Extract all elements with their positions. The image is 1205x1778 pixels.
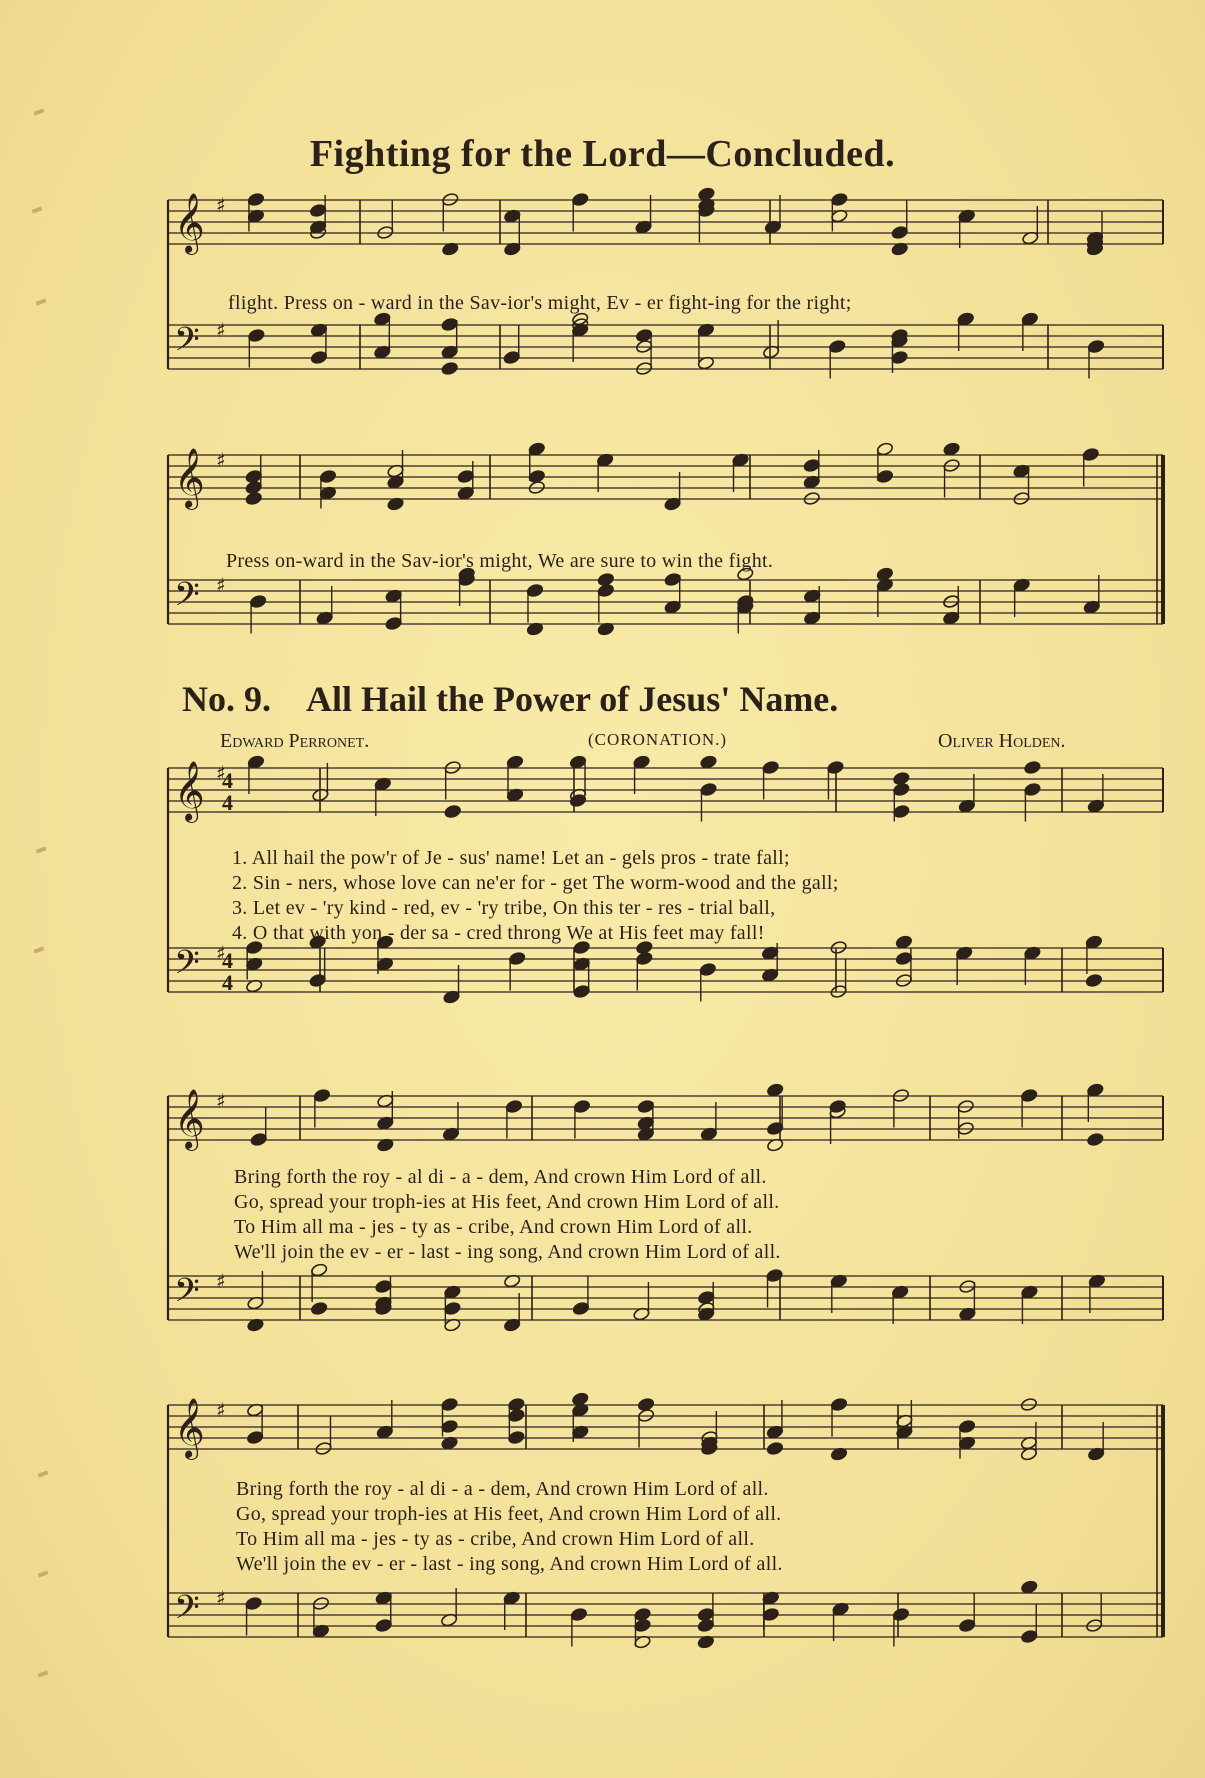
note-head bbox=[245, 469, 263, 484]
note-head bbox=[943, 442, 961, 457]
note-head bbox=[385, 616, 403, 631]
note-head bbox=[766, 1121, 784, 1136]
note-head bbox=[1020, 1629, 1038, 1644]
note-head bbox=[830, 1397, 848, 1412]
note-head bbox=[1087, 1083, 1105, 1098]
treble-clef-icon: 𝄞 bbox=[174, 193, 205, 253]
note-head bbox=[505, 1099, 523, 1114]
note-head bbox=[958, 1618, 976, 1633]
treble-clef-icon: 𝄞 bbox=[174, 448, 205, 508]
note-head bbox=[876, 442, 894, 457]
system2-lyrics: Press on-ward in the Sav-ior's might, We are sure to win the fight. bbox=[226, 550, 774, 572]
note-head bbox=[245, 1596, 263, 1611]
sharp-icon: ♯ bbox=[216, 941, 226, 965]
note-head bbox=[310, 1263, 328, 1278]
note-head bbox=[1024, 782, 1042, 797]
sharp-icon: ♯ bbox=[216, 193, 226, 217]
refrain-line: To Him all ma - jes - ty as - cribe, And crown Him Lord of all. bbox=[234, 1216, 753, 1238]
treble-clef-icon: 𝄞 bbox=[174, 1089, 205, 1149]
note-head bbox=[571, 192, 589, 207]
note-head bbox=[1020, 1088, 1038, 1103]
note-head bbox=[892, 1607, 910, 1622]
note-head bbox=[891, 350, 909, 365]
note-head bbox=[895, 935, 913, 950]
note-head bbox=[633, 755, 651, 770]
note-head bbox=[803, 458, 821, 473]
note-head bbox=[508, 1430, 526, 1445]
note-head bbox=[248, 328, 266, 343]
note-head bbox=[1021, 312, 1039, 327]
note-head bbox=[508, 951, 526, 966]
note-head bbox=[700, 755, 718, 770]
sharp-icon: ♯ bbox=[216, 318, 226, 342]
refrain-line: Go, spread your troph-ies at His feet, And crown Him Lord of all. bbox=[234, 1191, 780, 1213]
treble-clef-icon: 𝄞 bbox=[174, 761, 205, 821]
note-head bbox=[831, 192, 849, 207]
note-head bbox=[503, 350, 521, 365]
note-head bbox=[441, 1419, 459, 1434]
refrain-line: To Him all ma - jes - ty as - cribe, And crown Him Lord of all. bbox=[236, 1528, 755, 1550]
note-head bbox=[249, 594, 267, 609]
note-head bbox=[1024, 760, 1042, 775]
note-head bbox=[876, 567, 894, 582]
continued-title: Fighting for the Lord—Concluded. bbox=[309, 133, 896, 175]
note-head bbox=[441, 317, 459, 332]
note-head bbox=[1087, 339, 1105, 354]
verse-line: 1. All hail the pow'r of Je - sus' name! Let an - gels pros - trate fall; bbox=[232, 847, 790, 869]
note-head bbox=[441, 361, 459, 376]
sharp-icon: ♯ bbox=[216, 1398, 226, 1422]
time-signature: 4 bbox=[222, 790, 233, 815]
sharp-icon: ♯ bbox=[216, 573, 226, 597]
bass-clef-icon: 𝄢 bbox=[174, 944, 200, 990]
note-head bbox=[444, 804, 462, 819]
note-head bbox=[1082, 447, 1100, 462]
verse-line: 3. Let ev - 'ry kind - red, ev - 'ry tribe, On this ter - res - trial ball, bbox=[232, 897, 776, 919]
note-head bbox=[569, 755, 587, 770]
note-head bbox=[1087, 1132, 1105, 1147]
hymn-number: No. 9. bbox=[182, 679, 271, 719]
note-head bbox=[1085, 973, 1103, 988]
note-head bbox=[310, 1301, 328, 1316]
sharp-icon: ♯ bbox=[216, 1089, 226, 1113]
hymn-tune: (CORONATION.) bbox=[588, 730, 728, 749]
refrain-line: Bring forth the roy - al di - a - dem, And crown Him Lord of all. bbox=[236, 1478, 769, 1500]
note-head bbox=[572, 1392, 590, 1407]
note-head bbox=[457, 469, 475, 484]
note-head bbox=[570, 1607, 588, 1622]
note-head bbox=[247, 192, 265, 207]
time-signature: 4 bbox=[222, 768, 233, 793]
note-head bbox=[664, 572, 682, 587]
note-head bbox=[245, 491, 263, 506]
note-head bbox=[246, 1430, 264, 1445]
note-head bbox=[573, 984, 591, 999]
bass-clef-icon: 𝄢 bbox=[174, 1589, 200, 1635]
sharp-icon: ♯ bbox=[216, 1586, 226, 1610]
note-head bbox=[1020, 1580, 1038, 1595]
note-head bbox=[697, 1607, 715, 1622]
hymn-title: All Hail the Power of Jesus' Name. bbox=[306, 679, 839, 719]
note-head bbox=[637, 1397, 655, 1412]
note-head bbox=[828, 339, 846, 354]
refrain-line: Go, spread your troph-ies at His feet, And crown Him Lord of all. bbox=[236, 1503, 782, 1525]
note-head bbox=[444, 1301, 462, 1316]
note-head bbox=[634, 1618, 652, 1633]
verse-line: 4. O that with yon - der sa - cred throng We at His feet may fall! bbox=[232, 922, 765, 944]
note-head bbox=[699, 962, 717, 977]
refrain-line: We'll join the ev - er - last - ing song, And crown Him Lord of all. bbox=[234, 1241, 781, 1263]
time-signature: 4 bbox=[222, 948, 233, 973]
sharp-icon: ♯ bbox=[216, 1269, 226, 1293]
note-head bbox=[508, 1408, 526, 1423]
note-head bbox=[319, 469, 337, 484]
time-signature: 4 bbox=[222, 970, 233, 995]
note-head bbox=[827, 760, 845, 775]
note-head bbox=[375, 1279, 393, 1294]
hymn-author: Edward Perronet. bbox=[220, 730, 370, 752]
verse-line: 2. Sin - ners, whose love can ne'er for - get The worm-wood and the gall; bbox=[232, 872, 839, 894]
hymn-heading bbox=[182, 678, 838, 720]
note-head bbox=[528, 442, 546, 457]
refrain-line: Bring forth the roy - al di - a - dem, And crown Him Lord of all. bbox=[234, 1166, 767, 1188]
sharp-icon: ♯ bbox=[216, 448, 226, 472]
note-head bbox=[637, 1099, 655, 1114]
bass-clef-icon: 𝄢 bbox=[174, 321, 200, 367]
note-head bbox=[893, 804, 911, 819]
note-head bbox=[766, 1441, 784, 1456]
hymn-composer: Oliver Holden. bbox=[938, 730, 1066, 752]
note-head bbox=[375, 1618, 393, 1633]
note-head bbox=[700, 782, 718, 797]
note-head bbox=[766, 1083, 784, 1098]
bass-clef-icon: 𝄢 bbox=[174, 576, 200, 622]
note-head bbox=[893, 771, 911, 786]
note-head bbox=[441, 1397, 459, 1412]
treble-clef-icon: 𝄞 bbox=[174, 1398, 205, 1458]
note-head bbox=[313, 1088, 331, 1103]
note-head bbox=[895, 951, 913, 966]
system1-lyrics: flight. Press on - ward in the Sav-ior's might, Ev - er fight-ing for the right; bbox=[228, 292, 852, 314]
note-head bbox=[310, 350, 328, 365]
note-head bbox=[635, 328, 653, 343]
bass-clef-icon: 𝄢 bbox=[174, 1272, 200, 1318]
note-head bbox=[762, 760, 780, 775]
note-head bbox=[891, 225, 909, 240]
note-head bbox=[309, 973, 327, 988]
note-head bbox=[597, 572, 615, 587]
note-head bbox=[876, 469, 894, 484]
note-head bbox=[506, 755, 524, 770]
note-head bbox=[573, 1099, 591, 1114]
note-head bbox=[309, 203, 327, 218]
refrain-line: We'll join the ev - er - last - ing song, And crown Him Lord of all. bbox=[236, 1553, 783, 1575]
note-head bbox=[1085, 935, 1103, 950]
note-head bbox=[958, 1419, 976, 1434]
note-head bbox=[247, 755, 265, 770]
note-head bbox=[250, 1132, 268, 1147]
sharp-icon: ♯ bbox=[216, 761, 226, 785]
note-head bbox=[572, 1301, 590, 1316]
